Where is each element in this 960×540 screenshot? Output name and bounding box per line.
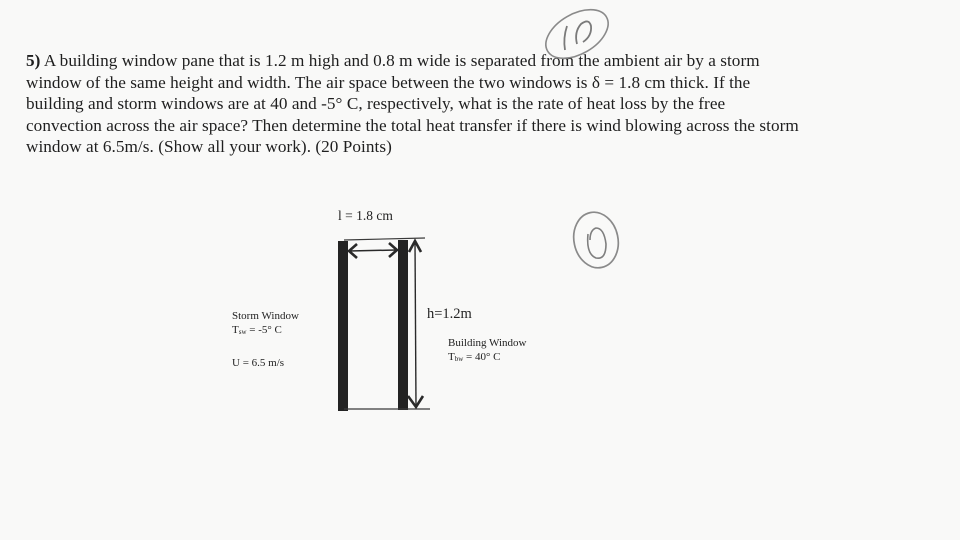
height-dimension-arrow	[408, 241, 423, 407]
height-label: h=1.2m	[427, 306, 472, 322]
problem-line-4: convection across the air space? Then determine the total heat transfer if there is wind blowing across the storm	[26, 115, 799, 135]
storm-window-pane	[338, 241, 348, 411]
problem-line-1: 5) A building window pane that is 1.2 m high and 0.8 m wide is separated from the ambient air by a storm	[26, 51, 760, 70]
gap-label: l = 1.8 cm	[338, 208, 393, 223]
problem-line-2: window of the same height and width. The air space between the two windows is δ = 1.8 cm thick. If the	[26, 72, 751, 92]
problem-line-3: building and storm windows are at 40 and -5° C, respectively, what is the rate of heat loss by the free	[26, 94, 726, 113]
storm-window-title: Storm Window	[232, 310, 299, 322]
top-edge-line	[344, 238, 425, 240]
gap-dimension-arrow	[349, 243, 397, 258]
storm-window-temperature: $T_{sw} = -5^\circ$ C	[232, 324, 282, 336]
wind-speed-label: U = 6.5 m/s	[232, 357, 285, 369]
building-window-temperature: $T_{bw} = 40^\circ$ C	[448, 351, 501, 363]
building-window-title: Building Window	[448, 337, 527, 349]
problem-line-5: window at 6.5m/s. (Show all your work). (20 Points)	[26, 137, 392, 156]
building-window-pane	[398, 240, 408, 410]
problem-number: 5)	[26, 51, 41, 70]
